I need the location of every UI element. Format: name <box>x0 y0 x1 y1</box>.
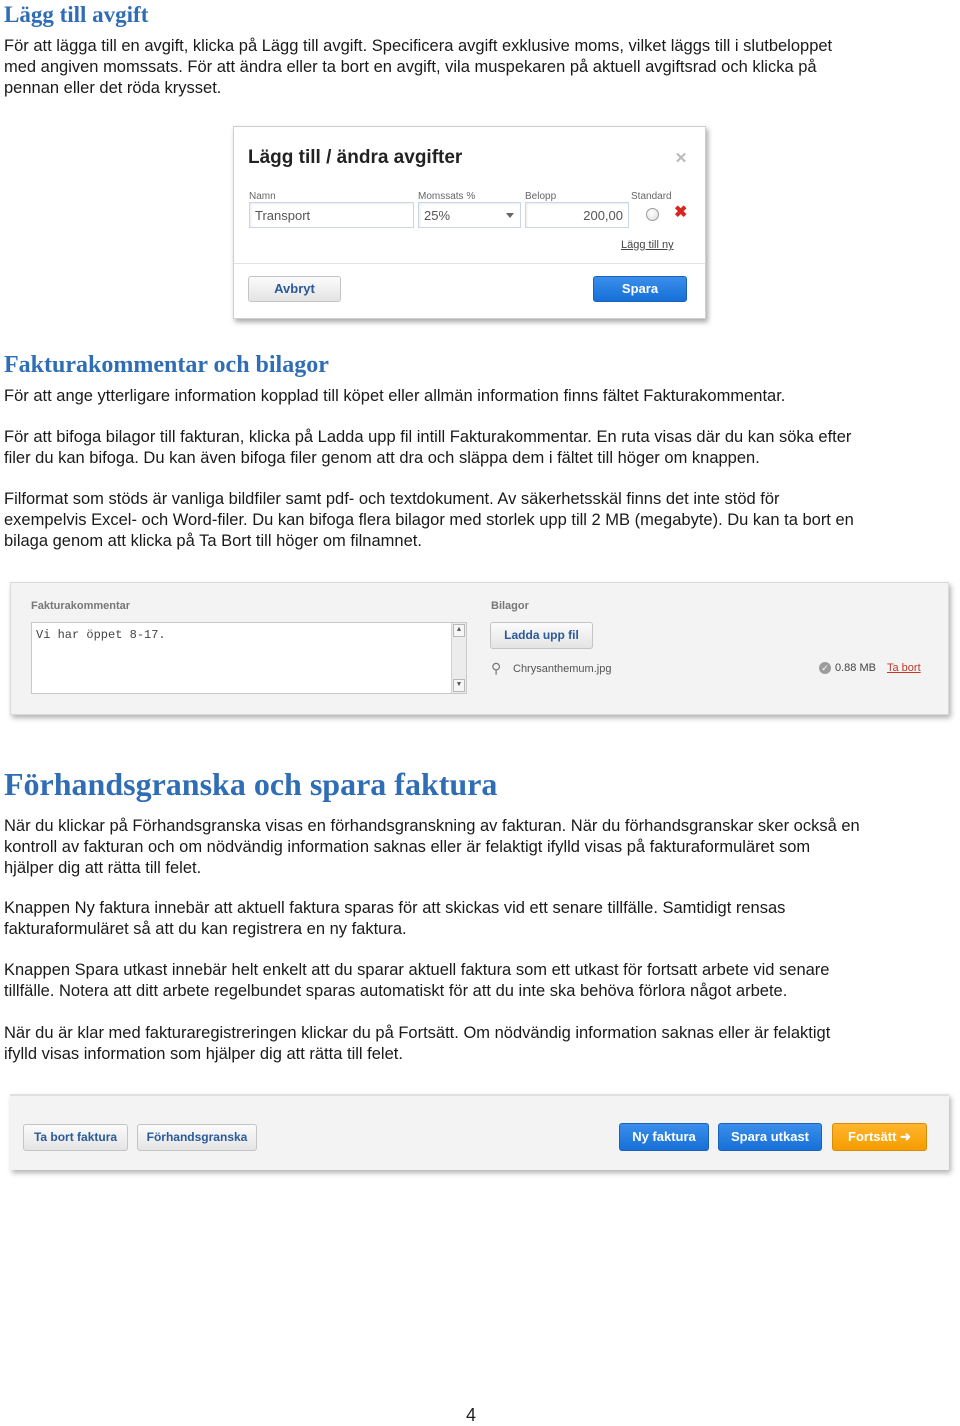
text-line: med angiven momssats. För att ändra eller ta bort en avgift, vila muspekaren på aktuell avgiftsrad och klicka på <box>4 57 817 76</box>
cancel-button[interactable]: Avbryt <box>248 276 341 302</box>
paragraph <box>4 489 949 551</box>
attachment-file-name[interactable]: Chrysanthemum.jpg <box>513 663 612 675</box>
chevron-down-icon <box>506 213 514 218</box>
paragraph <box>4 816 949 878</box>
delete-invoice-button[interactable]: Ta bort faktura <box>23 1124 128 1151</box>
save-draft-button[interactable]: Spara utkast <box>718 1123 822 1151</box>
text-line: När du är klar med fakturaregistreringen klickar du på Fortsätt. Om nödvändig information saknas eller är felaktigt <box>4 1024 831 1042</box>
continue-button[interactable] <box>832 1123 927 1151</box>
text-line: fakturaformuläret så att du kan registrera en ny faktura. <box>4 919 407 938</box>
name-input[interactable]: Transport <box>249 202 414 228</box>
paragraph <box>4 427 949 469</box>
paragraph <box>4 1023 949 1065</box>
checkmark-icon: ✓ <box>819 662 831 674</box>
text-line: För att lägga till en avgift, klicka på Lägg till avgift. Specificera avgift exklusive moms, vilket läggs till i slutbeloppet <box>4 37 833 55</box>
scrollbar[interactable] <box>451 623 466 693</box>
new-invoice-button[interactable]: Ny faktura <box>619 1123 709 1151</box>
text-line: För att bifoga bilagor till fakturan, klicka på Ladda upp fil intill Fakturakommentar. En ruta visas där du kan söka efter <box>4 428 852 446</box>
paragraph <box>4 960 949 1002</box>
paragraph <box>4 898 949 940</box>
amount-input[interactable]: 200,00 <box>525 202 629 228</box>
divider <box>234 263 705 264</box>
name-label: Namn <box>249 191 276 202</box>
section-paragraph-add-fee <box>4 36 949 98</box>
text-line: exempelvis Excel- och Word-filer. Du kan bifoga flera bilagor med storlek upp till 2 MB (megabyte). Du kan ta bort en <box>4 510 854 529</box>
fee-dialog <box>233 126 706 319</box>
standard-radio[interactable] <box>646 208 659 221</box>
comment-text: Vi har öppet 8-17. <box>36 628 166 642</box>
text-line: När du klickar på Förhandsgranska visas en förhandsgranskning av fakturan. När du förhandsgranskar sker också en <box>4 817 860 835</box>
paperclip-icon: ⚲ <box>491 660 502 676</box>
text-line: Knappen Spara utkast innebär helt enkelt att du sparar aktuell faktura som ett utkast för fortsatt arbete vid senare <box>4 961 830 979</box>
text-line: tillfälle. Notera att ditt arbete regelbundet sparas automatiskt för att du inte ska behöva förlora något arbete. <box>4 981 788 1000</box>
attachments-label: Bilagor <box>491 600 529 612</box>
text-line: ifylld visas information som hjälper dig att rätta till felet. <box>4 1044 403 1063</box>
section-title-comment-attachments: Fakturakommentar och bilagor <box>4 352 329 378</box>
amount-label: Belopp <box>525 191 557 202</box>
comment-attachments-panel <box>10 582 949 715</box>
save-button[interactable]: Spara <box>593 276 687 302</box>
text-line: hjälper dig att rätta till felet. <box>4 858 202 877</box>
upload-file-button[interactable]: Ladda upp fil <box>490 622 593 649</box>
dialog-title: Lägg till / ändra avgifter <box>248 147 463 168</box>
add-new-link[interactable]: Lägg till ny <box>621 239 674 251</box>
paragraph: För att ange ytterligare information kopplad till köpet eller allmän information finns fältet Fakturakommentar. <box>4 387 786 405</box>
section-title-preview-save: Förhandsgranska och spara faktura <box>4 766 498 802</box>
standard-label: Standard <box>631 191 672 202</box>
preview-button[interactable]: Förhandsgranska <box>137 1124 257 1151</box>
section-title-add-fee: Lägg till avgift <box>4 2 149 27</box>
remove-attachment-link[interactable]: Ta bort <box>887 662 921 674</box>
text-line: kontroll av fakturan och om nödvändig information saknas eller är felaktigt ifylld visas på fakturaformuläret som <box>4 837 811 856</box>
scroll-up-icon[interactable]: ▲ <box>453 624 465 637</box>
vat-label: Momssats % <box>418 191 476 202</box>
invoice-action-bar <box>10 1094 949 1170</box>
continue-label: Fortsätt <box>848 1129 897 1144</box>
attachment-file-size: 0.88 MB <box>835 662 876 674</box>
page-number: 4 <box>466 1405 477 1425</box>
red-x-icon[interactable]: ✖ <box>674 204 688 221</box>
close-icon[interactable]: ✕ <box>674 150 688 167</box>
text-line: filer du kan bifoga. Du kan även bifoga filer genom att dra och släppa dem i fältet till höger om knappen. <box>4 448 760 467</box>
vat-select-value: 25% <box>424 208 451 223</box>
text-line: Knappen Ny faktura innebär att aktuell faktura sparas för att skickas vid ett senare tillfälle. Samtidigt rensas <box>4 899 786 917</box>
comment-textarea[interactable] <box>31 622 467 694</box>
comment-label: Fakturakommentar <box>31 600 131 612</box>
text-line: bilaga genom att klicka på Ta Bort till höger om filnamnet. <box>4 531 422 550</box>
text-line: pennan eller det röda krysset. <box>4 78 222 97</box>
vat-select[interactable] <box>418 202 521 228</box>
text-line: Filformat som stöds är vanliga bildfiler samt pdf- och textdokument. Av säkerhetsskäl finns det inte stöd för <box>4 490 780 508</box>
scroll-down-icon[interactable]: ▼ <box>453 679 465 692</box>
arrow-right-icon: ➜ <box>900 1129 911 1144</box>
